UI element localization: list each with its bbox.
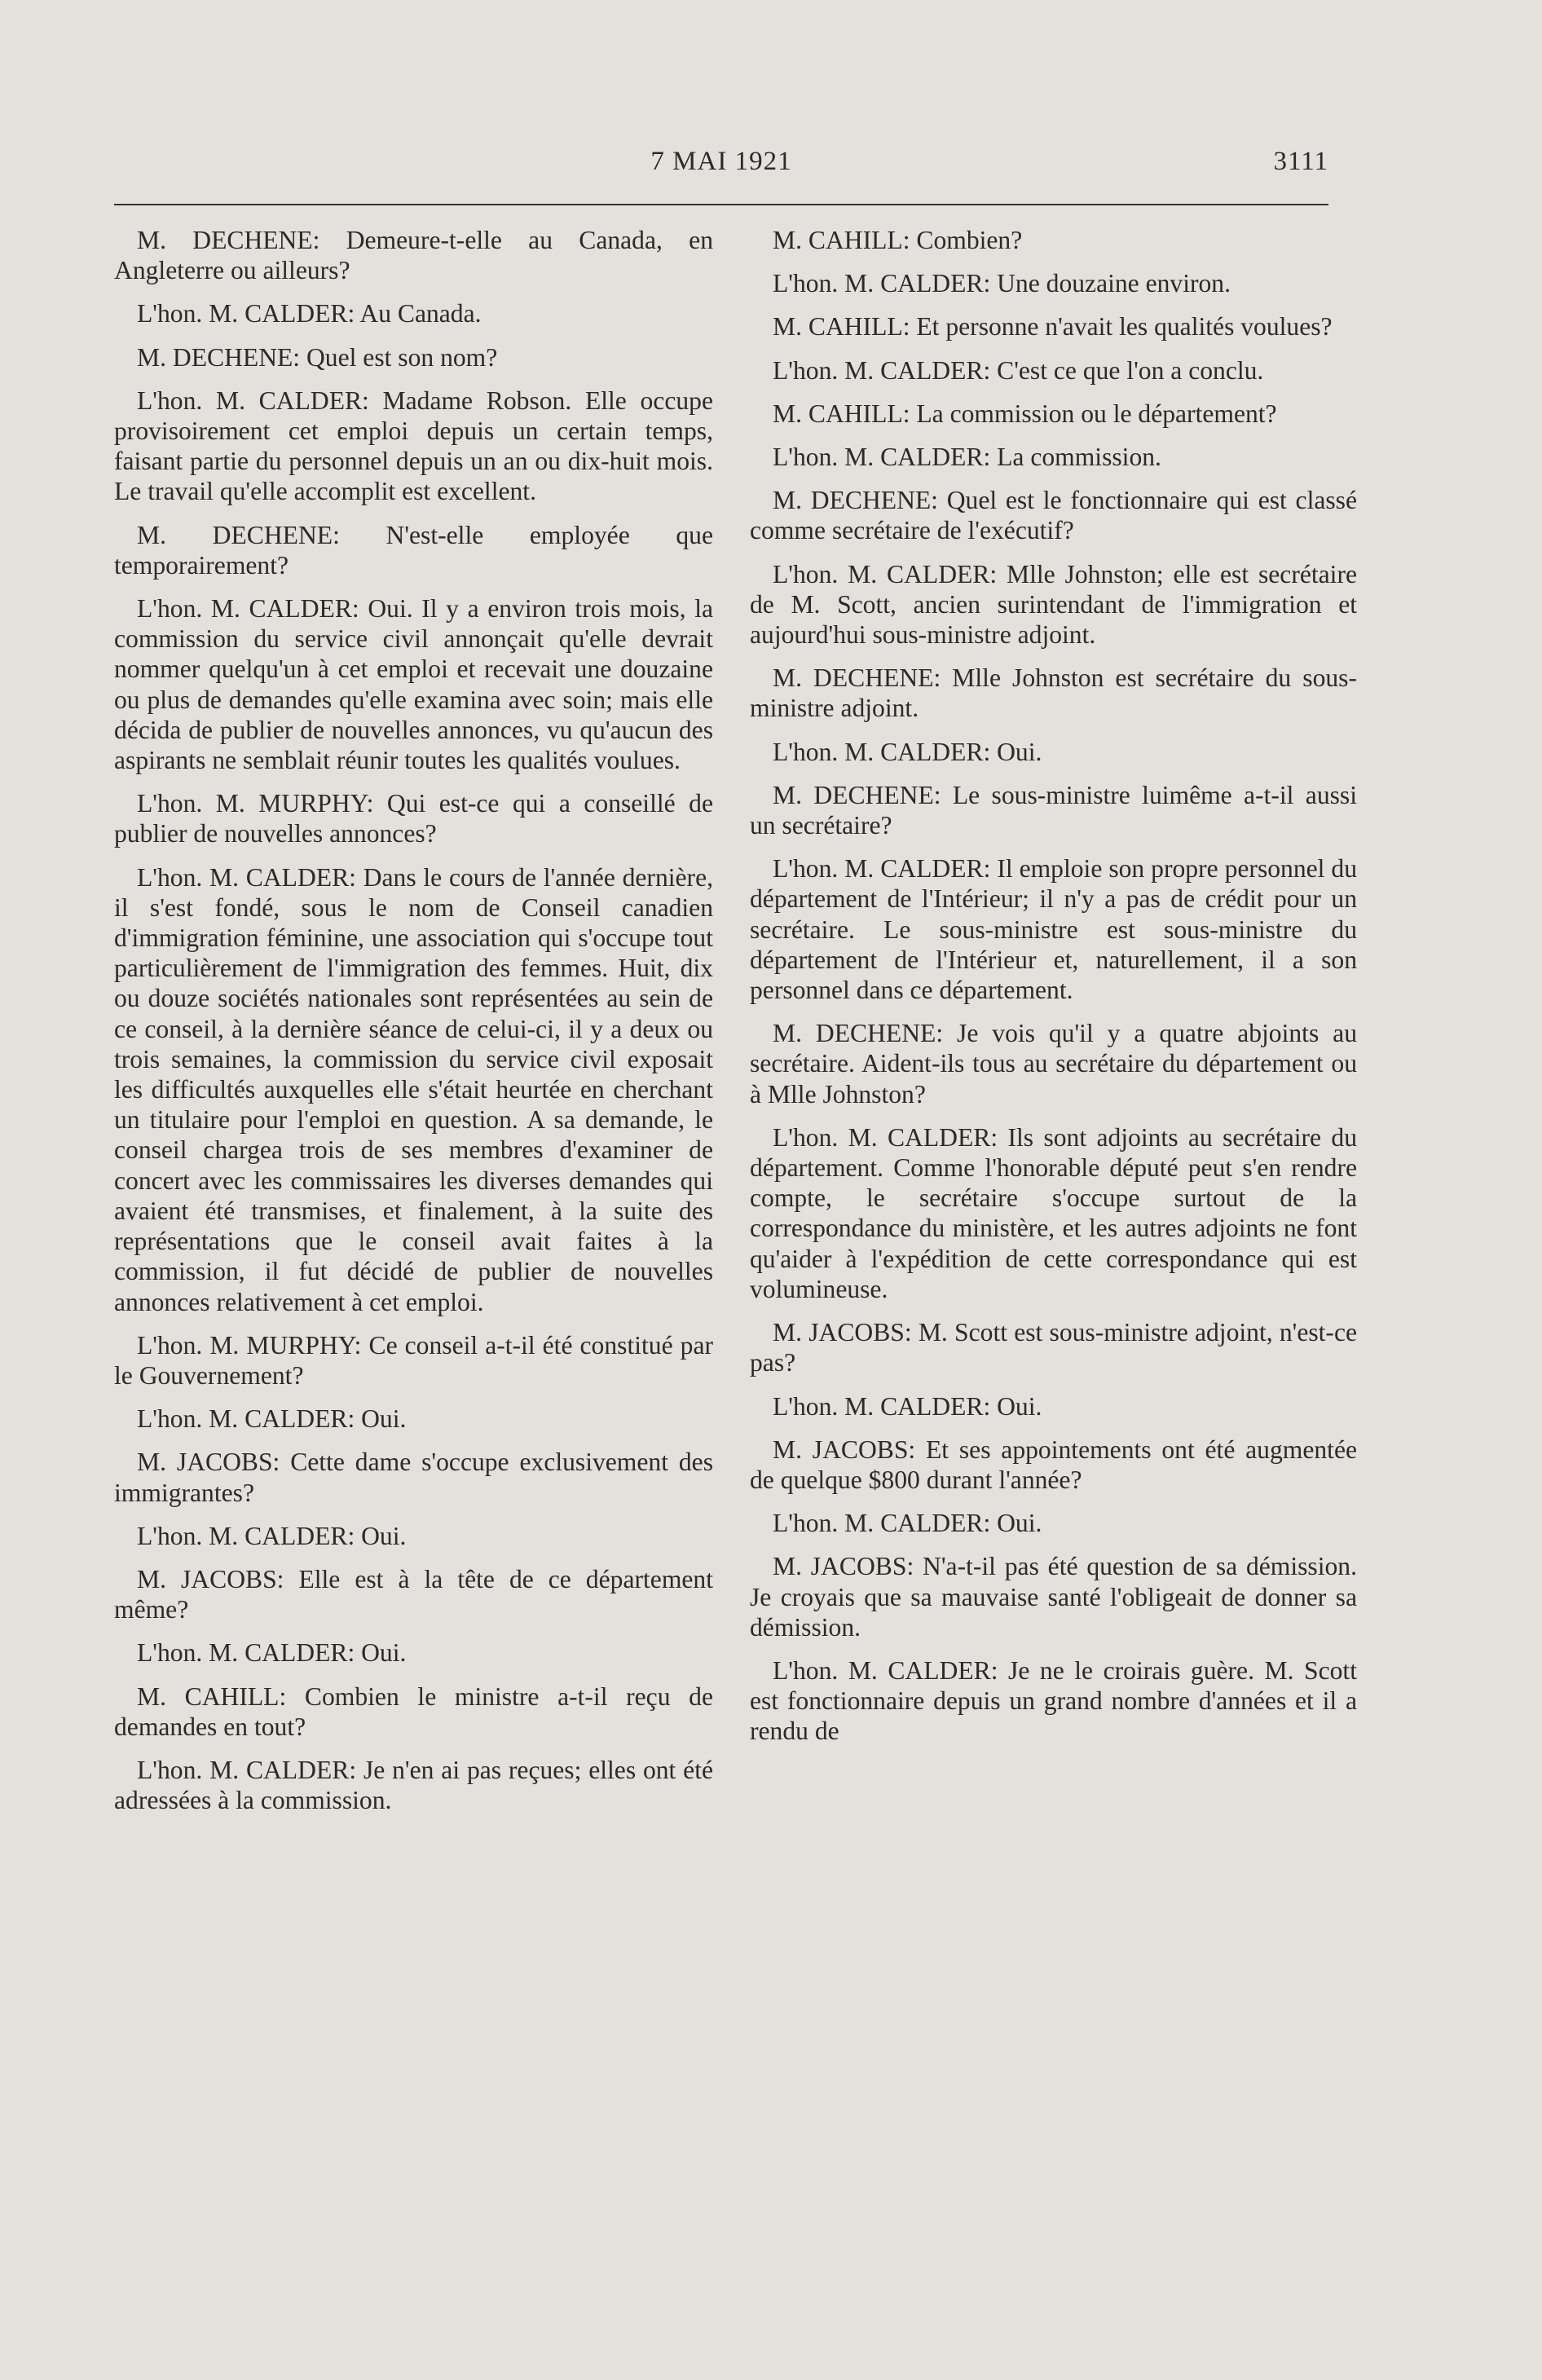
page-header [114, 147, 1328, 189]
header-rule [114, 204, 1328, 205]
paragraph: L'hon. M. CALDER: Je n'en ai pas reçues; elles ont été adressées à la commission. [114, 1755, 713, 1815]
paragraph: M. DECHENE: Le sous-ministre luimême a-t-il aussi un secrétaire? [750, 780, 1357, 840]
paragraph: M. DECHENE: N'est-elle employée que temporairement? [114, 520, 713, 580]
paragraph: M. DECHENE: Je vois qu'il y a quatre abjoints au secrétaire. Aident-ils tous au secrétaire du département ou à Mlle Johnston? [750, 1019, 1357, 1108]
paragraph: M. CAHILL: Et personne n'avait les qualités voulues? [773, 312, 1333, 342]
page-number: 3111 [1273, 147, 1328, 176]
paragraph: L'hon. M. CALDER: Madame Robson. Elle occupe provisoirement cet emploi depuis un certain temps, faisant partie du personnel depuis un an ou dix-huit mois. Le travail qu'elle accomplit est excellent. [114, 386, 713, 506]
paragraph: L'hon. M. CALDER: Il emploie son propre personnel du département de l'Intérieur; il n'y a pas de crédit pour un secrétaire. Le sous-ministre est sous-ministre du département de l'Intérieur et, naturellement, il a son personnel dans ce département. [750, 854, 1357, 1005]
paragraph: L'hon. M. CALDER: Je ne le croirais guère. M. Scott est fonctionnaire depuis un grand nombre d'années et il a rendu de [750, 1655, 1357, 1746]
paragraph: L'hon. M. CALDER: C'est ce que l'on a conclu. [773, 355, 1264, 385]
paragraph: M. CAHILL: Combien? [773, 226, 1023, 254]
paragraph: L'hon. M. MURPHY: Ce conseil a-t-il été constitué par le Gouvernement? [114, 1330, 713, 1390]
paragraph: L'hon. M. CALDER: Oui. [137, 1404, 407, 1434]
paragraph: M. JACOBS: N'a-t-il pas été question de sa démission. Je croyais que sa mauvaise santé l'obligeait de donner sa démission. [750, 1552, 1357, 1642]
paragraph: M. DECHENE: Mlle Johnston est secrétaire du sous-ministre adjoint. [750, 663, 1357, 723]
paragraph: L'hon. M. CALDER: Oui. [137, 1521, 407, 1550]
paragraph: M. JACOBS: Cette dame s'occupe exclusivement des immigrantes? [114, 1448, 713, 1507]
paragraph: L'hon. M. CALDER: Au Canada. [137, 299, 482, 328]
page-date: 7 MAI 1921 [650, 147, 792, 176]
paragraph: M. DECHENE: Quel est son nom? [137, 342, 498, 372]
paragraph: L'hon. M. CALDER: Oui. [773, 737, 1042, 766]
paragraph: M. JACOBS: Elle est à la tête de ce département même? [114, 1564, 713, 1624]
paragraph: L'hon. M. CALDER: Mlle Johnston; elle est secrétaire de M. Scott, ancien surintendant de l'immigration et aujourd'hui sous-ministre adjoint. [750, 559, 1357, 650]
paragraph: M. DECHENE: Demeure-t-elle au Canada, en Angleterre ou ailleurs? [114, 226, 713, 285]
right-column [750, 225, 1357, 1760]
paragraph: M. CAHILL: La commission ou le département? [773, 399, 1277, 428]
paragraph: M. JACOBS: M. Scott est sous-ministre adjoint, n'est-ce pas? [750, 1318, 1357, 1377]
left-column [114, 225, 713, 1828]
paragraph: L'hon. M. CALDER: Oui. Il y a environ trois mois, la commission du service civil annonçait qu'elle devrait nommer quelqu'un à cet emploi et recevait une douzaine ou plus de demandes qu'elle examina avec soin; mais elle décida de publier de nouvelles annonces, vu qu'aucun des aspirants ne semblait réunir toutes les qualités voulues. [114, 594, 713, 775]
paragraph: L'hon. M. CALDER: Dans le cours de l'année dernière, il s'est fondé, sous le nom de Conseil canadien d'immigration féminine, une association qui s'occupe tout particulièrement de l'immigration des femmes. Huit, dix ou douze sociétés nationales sont représentées au sein de ce conseil, à la dernière séance de celui-ci, il y a deux ou trois semaines, la commission du service civil exposait les difficultés auxquelles elle s'était heurtée en cherchant un titulaire pour l'emploi en question. A sa demande, le conseil chargea trois de ses membres d'examiner de concert avec les commissaires les diverses demandes qui avaient été transmises, et finalement, à la suite des représentations que le conseil avait faites à la commission, il fut décidé de publier de nouvelles annonces relativement à cet emploi. [114, 862, 713, 1316]
paragraph: L'hon. M. CALDER: Oui. [773, 1391, 1042, 1421]
paragraph: M. CAHILL: Combien le ministre a-t-il reçu de demandes en tout? [114, 1681, 713, 1741]
paragraph: L'hon. M. MURPHY: Qui est-ce qui a conseillé de publier de nouvelles annonces? [114, 789, 713, 848]
paragraph: L'hon. M. CALDER: Oui. [137, 1638, 407, 1668]
paragraph: L'hon. M. CALDER: Oui. [773, 1509, 1042, 1538]
paragraph: L'hon. M. CALDER: La commission. [773, 443, 1161, 472]
paragraph: L'hon. M. CALDER: Ils sont adjoints au secrétaire du département. Comme l'honorable député peut s'en rendre compte, le secrétaire s'occupe surtout de la correspondance du ministère, et les autres adjoints ne font qu'aider à l'expédition de cette correspondance qui est volumineuse. [750, 1122, 1357, 1303]
paragraph: M. JACOBS: Et ses appointements ont été augmentée de quelque $800 durant l'année? [750, 1435, 1357, 1494]
paragraph: M. DECHENE: Quel est le fonctionnaire qui est classé comme secrétaire de l'exécutif? [750, 486, 1357, 545]
paragraph: L'hon. M. CALDER: Une douzaine environ. [773, 269, 1231, 298]
